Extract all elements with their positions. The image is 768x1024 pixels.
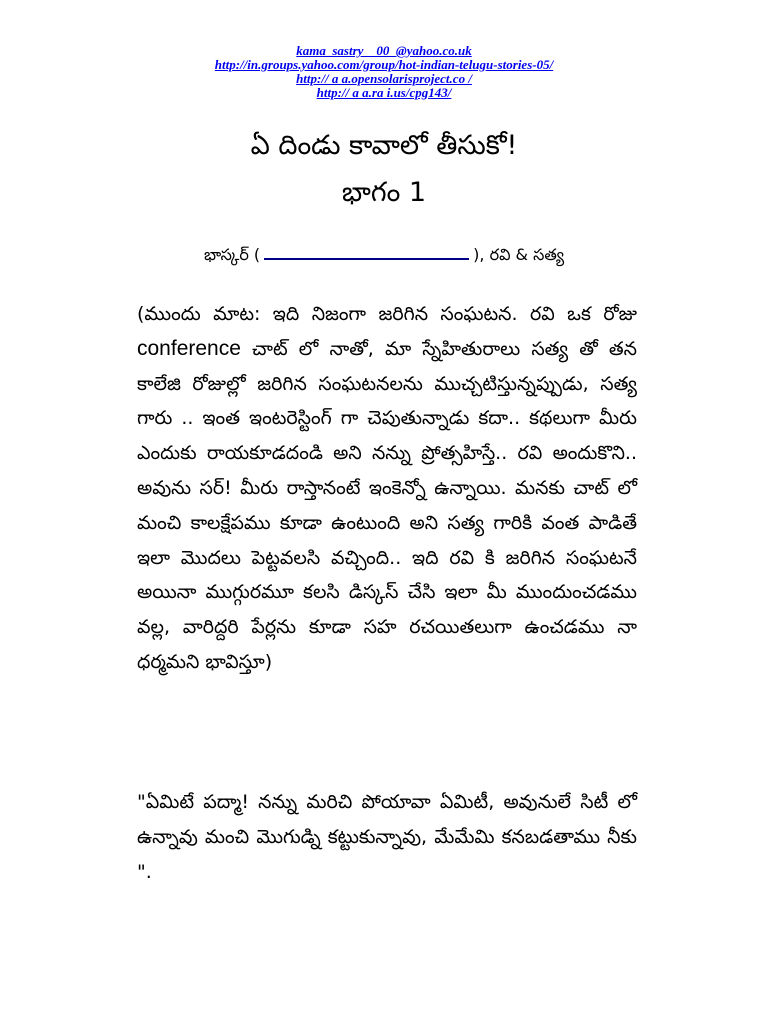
dialogue-paragraph: "ఏమిటే పద్మా! నన్ను మరిచి పోయావా ఏమిటీ, అవునులే సిటీ లో ఉన్నావు మంచి మొగుడ్ని కట్టుకున్నావు, మేమేమి కనబడతాము నీకు ". bbox=[137, 791, 637, 883]
story-title: ఏ దిండు కావాలో తీసుకో! bbox=[250, 130, 518, 161]
group-link[interactable]: http://in.groups.yahoo.com/group/hot-indian-telugu-stories-05/ bbox=[214, 57, 554, 72]
intro-part-2: చాట్ లో నాతో, మా స్నేహితురాలు సత్య తో తన కాలేజి రోజుల్లో జరిగిన సంఘటనలను ముచ్చటిస్తున్నప్పుడు, సత్య గారు .. ఇంత ఇంటరెస్టింగ్ గా చెపుతున్నాడు కదా.. కథలుగా మీరు ఎందుకు రాయకూడదండి అని నన్ను ప్రోత్సహిస్తే.. రవి అందుకొని.. అవును సర్! మీరు రాస్తానంటే ఇంకెన్నో ఉన్నాయి. మనకు చాట్ లో మంచి కాలక్షేపము కూడా ఉంటుంది అని సత్య గారికి వంత పాడితే ఇలా మొదలు పెట్టవలసి వచ్చింది.. ఇది రవి కి జరిగిన సంఘటనే అయినా ముగ్గురమూ కలసి డిస్కస్ చేసి ఇలా మీ ముందుంచడము వల్ల, వారిద్దరి పేర్లను కూడా సహ రచయితలుగా ఉంచడము నా ధర్మమని భావిస్తూ) bbox=[137, 337, 637, 673]
intro-latin-word: conference bbox=[137, 336, 241, 360]
intro-paragraph bbox=[137, 297, 637, 680]
project-link[interactable]: http:// a a.opensolarisproject.co / bbox=[296, 71, 472, 86]
byline bbox=[0, 244, 768, 268]
header-links bbox=[0, 44, 768, 100]
email-link[interactable]: kama_sastry__00_@yahoo.co.uk bbox=[296, 43, 472, 58]
intro-part-1: (ముందు మాట: ఇది నిజంగా జరిగిన సంఘటన. రవి ఒక రోజు bbox=[137, 303, 637, 325]
byline-suffix: ), రవి & సత్య bbox=[473, 245, 565, 264]
gallery-link[interactable]: http:// a a.ra i.us/cpg143/ bbox=[316, 85, 452, 100]
byline-prefix: భాస్కర్ ( bbox=[203, 245, 261, 264]
author-blank-line bbox=[264, 244, 469, 260]
part-heading: భాగం 1 bbox=[341, 177, 427, 208]
